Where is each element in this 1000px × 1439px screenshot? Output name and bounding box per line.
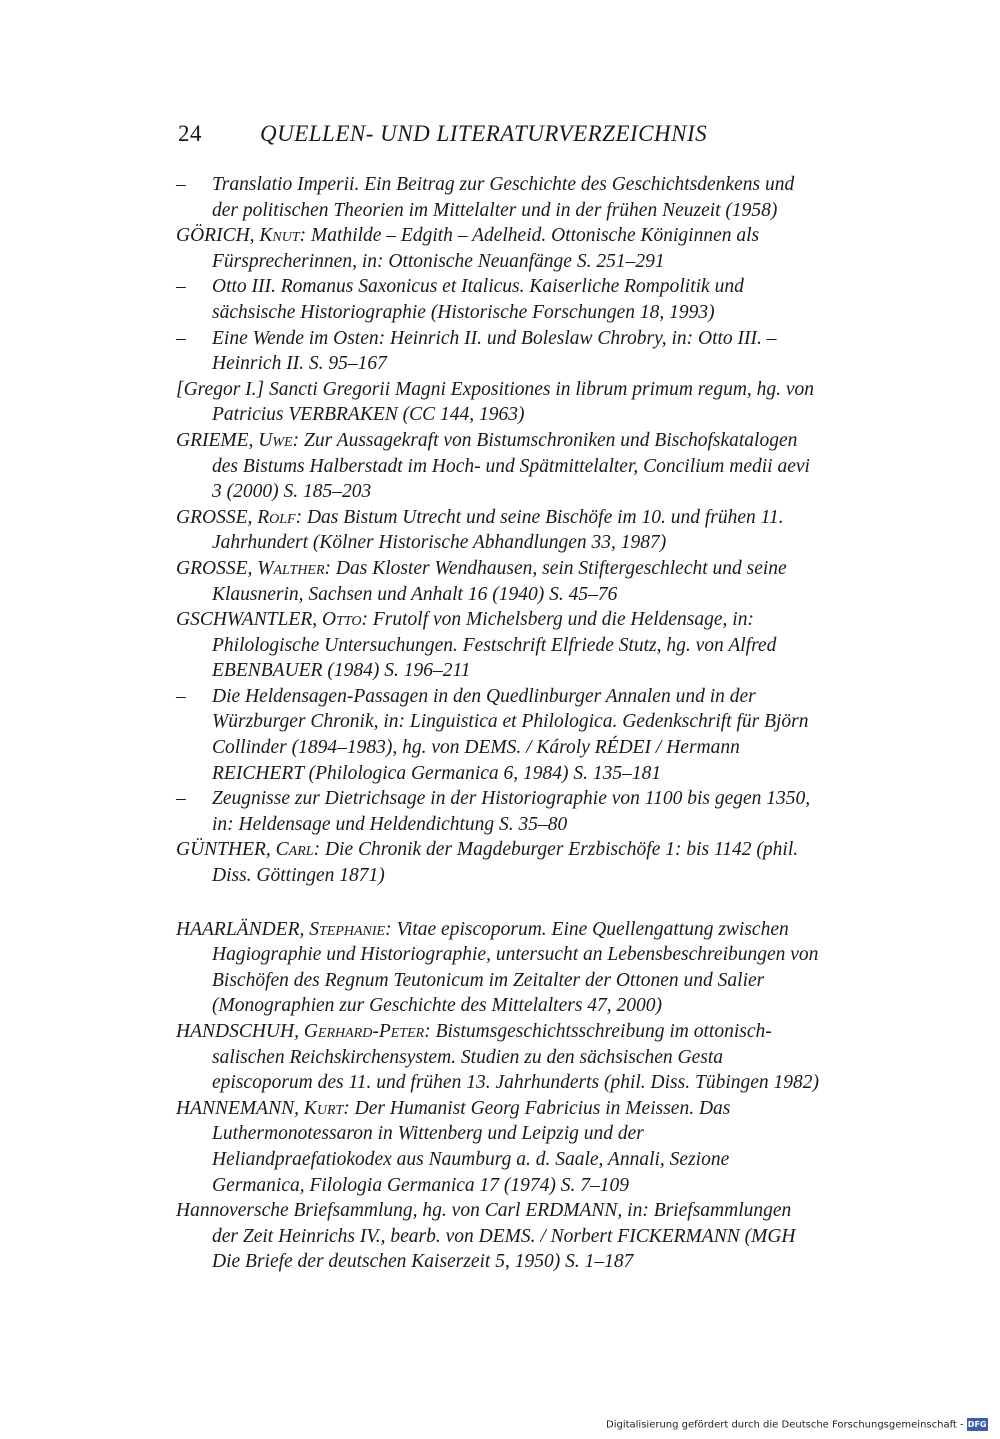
dash-mark: – (176, 685, 186, 707)
entry-text: Bistumsgeschichtsschreibung im ottonisch-salischen Reichskirchensystem. Studien zu den sächsischen Gesta episcoporum des 11. und frühen 13. Jahrhunderts (phil. Diss. Tübingen 1982) (212, 1021, 820, 1094)
page-header (178, 120, 818, 148)
entry-author: HAARLÄNDER, Stephanie: (176, 918, 392, 940)
entry-text: Zeugnisse zur Dietrichsage in der Historiographie von 1100 bis gegen 1350, in: Heldensage und Heldendichtung S. 35–80 (212, 788, 811, 835)
entry-author: [Gregor I.] (176, 378, 265, 400)
entry-text: Das Bistum Utrecht und seine Bischöfe im 10. und frühen 11. Jahrhundert (Kölner Historische Abhandlungen 33, 1987) (212, 506, 784, 554)
entry-text: Vitae episcoporum. Eine Quellengattung zwischen Hagiographie und Historiographie, untersucht an Lebensbeschreibungen von Bischöfen des Regnum Teutonicum im Zeitalter der Ottonen und Salier (Monographien zur Geschichte des Mittelalters 47, 2000) (212, 918, 819, 1017)
bibliography-entry (176, 917, 820, 1019)
entry-author: GROSSE, Rolf: (176, 506, 303, 528)
footer-text: Digitalisierung gefördert durch die Deutsche Forschungsgemeinschaft - (606, 1419, 964, 1431)
bibliography-entry (176, 556, 820, 607)
entry-author: GÖRICH, Knut: (176, 225, 307, 247)
bibliography-entry (176, 377, 820, 428)
dash-mark: – (176, 327, 186, 349)
entry-author: GROSSE, Walther: (176, 557, 332, 579)
entry-text: Die Heldensagen-Passagen in den Quedlinburger Annalen und in der Würzburger Chronik, in: Linguistica et Philologica. Gedenkschrift für Björn Collinder (1894–1983), hg. von DEMS. / Károly RÉDEI / Hermann REICHERT (Philologica Germanica 6, 1984) S. 135–181 (212, 685, 809, 784)
digitization-footer (606, 1418, 996, 1431)
bibliography-entry (176, 223, 820, 274)
entry-text: Der Humanist Georg Fabricius in Meissen. Das Luthermonotessaron in Wittenberg und Leipzig und der Heliandpraefatiokodex aus Naumburg a. d. Saale, Annali, Sezione Germanica, Filologia Germanica 17 (1974) S. 7–109 (212, 1097, 731, 1196)
entry-author: HANNEMANN, Kurt: (176, 1097, 350, 1119)
entry-text: Otto III. Romanus Saxonicus et Italicus. Kaiserliche Rompolitik und sächsische Historiographie (Historische Forschungen 18, 1993) (212, 276, 744, 323)
dfg-logo-icon: DFG (967, 1420, 987, 1429)
entry-author: Hannoversche Briefsammlung, (176, 1200, 418, 1222)
entry-text: Mathilde – Edgith – Adelheid. Ottonische Königinnen als Fürsprecherinnen, in: Ottonische Neuanfänge S. 251–291 (212, 225, 760, 272)
entry-text: Translatio Imperii. Ein Beitrag zur Geschichte des Geschichtsdenkens und der politischen Theorien im Mittelalter und in der frühen Neuzeit (1958) (212, 174, 795, 221)
entry-author: HANDSCHUH, Gerhard-Peter: (176, 1021, 431, 1042)
dash-mark: – (176, 788, 186, 810)
bibliography-entry (176, 505, 820, 556)
bibliography-entry (176, 1096, 820, 1198)
bibliography-entry (176, 1019, 820, 1096)
entry-text: Eine Wende im Osten: Heinrich II. und Boleslaw Chrobry, in: Otto III. – Heinrich II. S. 95–167 (212, 327, 777, 375)
bibliography-entry (176, 274, 820, 325)
bibliography-entry (176, 428, 820, 505)
page-title: QUELLEN- UND LITERATURVERZEICHNIS (260, 121, 708, 146)
bibliography-entry (176, 326, 820, 377)
entry-text: hg. von Carl ERDMANN, in: Briefsammlungen der Zeit Heinrichs IV., bearb. von DEMS. / Norbert FICKERMANN (MGH Die Briefe der deutschen Kaiserzeit 5, 1950) S. 1–187 (212, 1200, 796, 1273)
bibliography-entry (176, 837, 820, 888)
bibliography-entry (176, 172, 820, 223)
bibliography-entry (176, 786, 820, 837)
entry-author: GÜNTHER, Carl: (176, 839, 321, 861)
entry-text: Die Chronik der Magdeburger Erzbischöfe 1: bis 1142 (phil. Diss. Göttingen 1871) (212, 839, 799, 887)
entry-text: Sancti Gregorii Magni Expositiones in librum primum regum, hg. von Patricius VERBRAKEN (CC 144, 1963) (212, 378, 815, 426)
page-number: 24 (178, 121, 202, 146)
bibliography-entry (176, 607, 820, 684)
bibliography-entry (176, 1198, 820, 1275)
bibliography-list (176, 172, 820, 1275)
dash-mark: – (176, 174, 186, 195)
entry-text: Zur Aussagekraft von Bistumschroniken und Bischofskatalogen des Bistums Halberstadt im Hoch- und Spätmittelalter, Concilium medii aevi 3 (2000) S. 185–203 (212, 429, 810, 503)
section-gap (176, 889, 820, 917)
bibliography-entry (176, 684, 820, 786)
dash-mark: – (176, 276, 186, 298)
entry-author: GRIEME, Uwe: (176, 429, 300, 451)
entry-author: GSCHWANTLER, Otto: (176, 609, 368, 631)
entry-text: Das Kloster Wendhausen, sein Stiftergeschlecht und seine Klausnerin, Sachsen und Anhalt 16 (1940) S. 45–76 (212, 557, 787, 605)
entry-text: Frutolf von Michelsberg und die Heldensage, in: Philologische Untersuchungen. Festschrift Elfriede Stutz, hg. von Alfred EBENBAUER (1984) S. 196–211 (212, 609, 777, 682)
